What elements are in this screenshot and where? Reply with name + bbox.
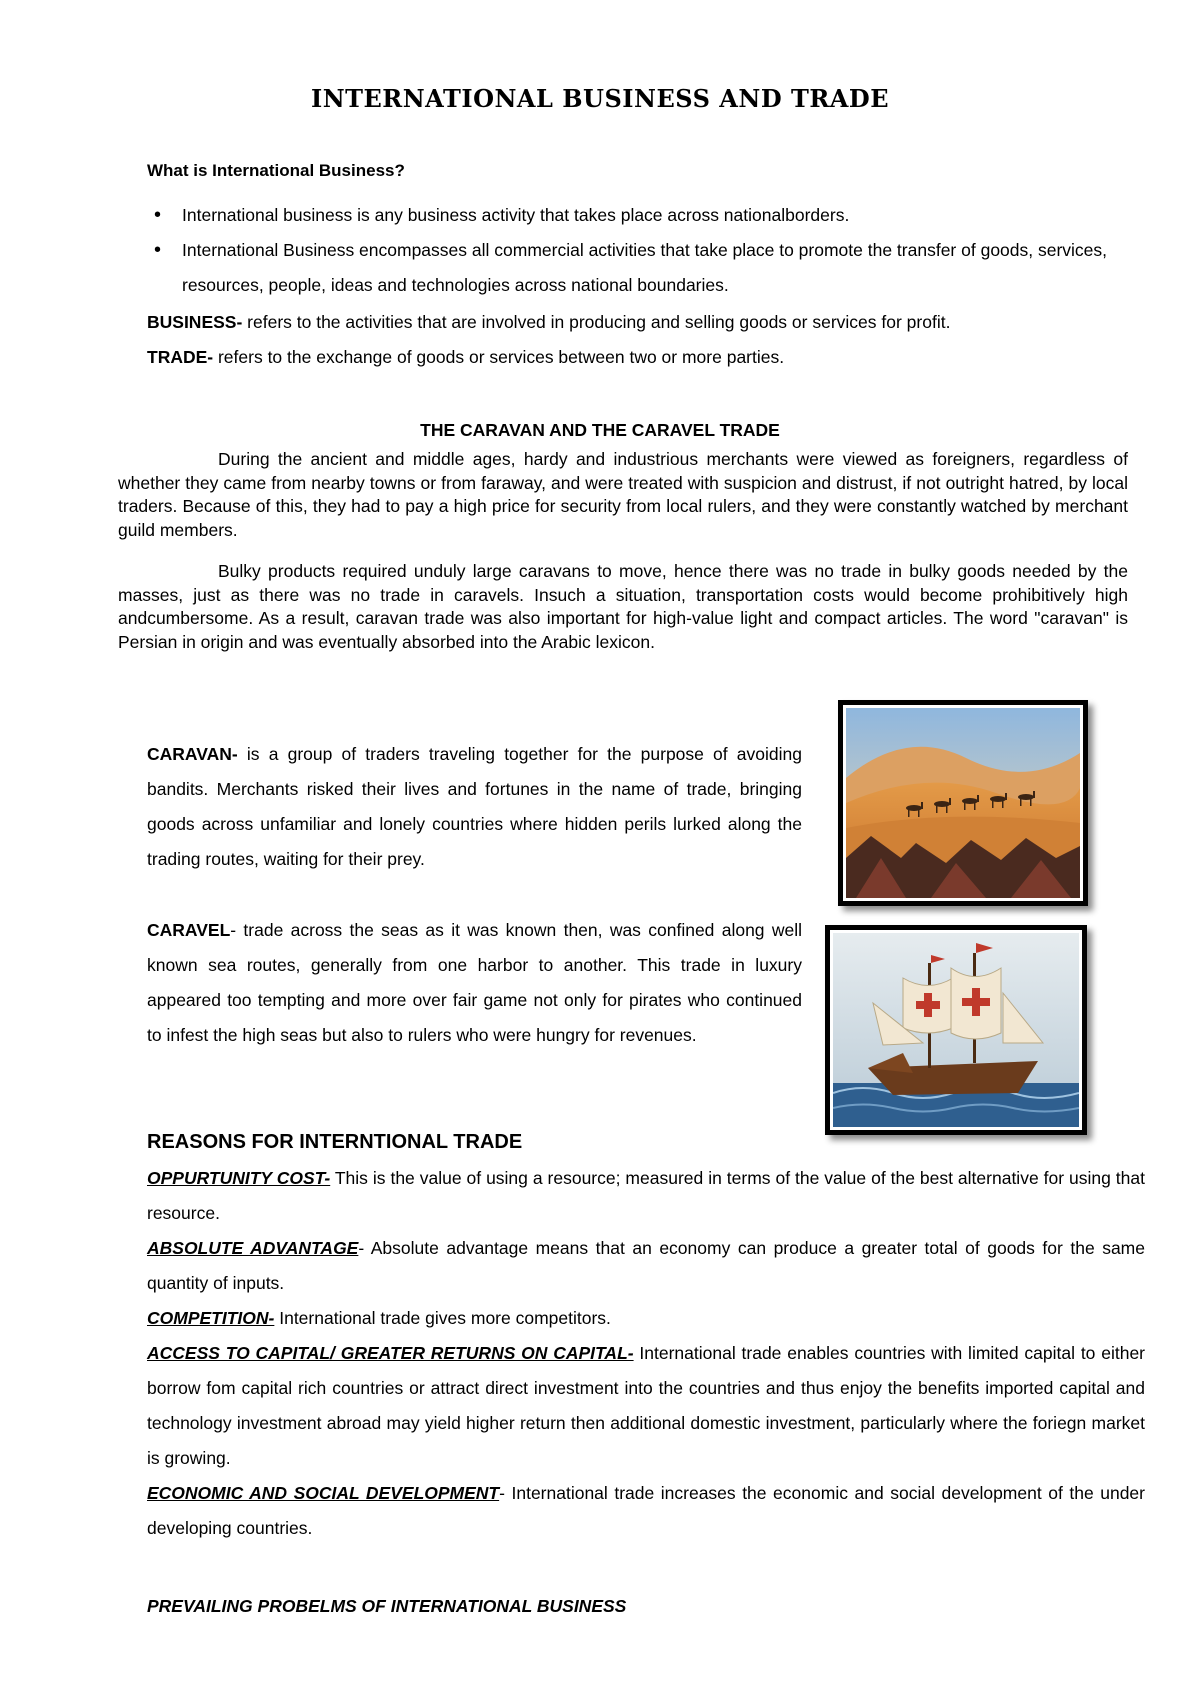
document-title: INTERNATIONAL BUSINESS AND TRADE [310, 84, 890, 113]
reason-text-absolute-advantage: - Absolute advantage means that an economy can produce a greater total of goods for the same quantity of inputs. [147, 1238, 1145, 1293]
caravan-section-title: THE CARAVAN AND THE CARAVEL TRADE [420, 420, 780, 440]
reasons-list [147, 1161, 1145, 1546]
bullet-item: • International Business encompasses all commercial activities that take place to promote the transfer of goods, services, resources, people, ideas and technologies across national boundaries. [147, 233, 1147, 303]
business-definition [147, 305, 1147, 340]
caravan-text: is a group of traders traveling together for the purpose of avoiding bandits. Merchants risked their lives and fortunes in the name of trade, bringing goods across unfamiliar and lonely countries where hidden perils lurked along the trading routes, waiting for their prey. [147, 744, 802, 869]
caravel-ship-graphic [833, 933, 1079, 1127]
paragraph-history: During the ancient and middle ages, hardy and industrious merchants were viewed as foreigners, regardless of whether they came from nearby towns or from faraway, and were treated with suspicion and distrust, if not outright hatred, by local traders. Because of this, they had to pay a high price for security from local rulers, and they were constantly watched by merchant guild members. [118, 449, 1128, 540]
definition-bullets [147, 198, 1147, 303]
reason-term-opportunity-cost: OPPURTUNITY COST- [147, 1168, 331, 1188]
reason-term-absolute-advantage: ABSOLUTE ADVANTAGE [147, 1238, 359, 1258]
paragraph-bulky-products: Bulky products required unduly large caravans to move, hence there was no trade in bulky goods needed by the masses, just as there was no trade in caravels. Insuch a situation, transportation costs would become prohibitively high andcumbersome. As a result, caravan trade was also important for high-value light and compact articles. The word "caravan" is Persian in origin and was eventually absorbed into the Arabic lexicon. [118, 561, 1128, 652]
reason-term-economic-social: ECONOMIC AND SOCIAL DEVELOPMENT [147, 1483, 500, 1503]
business-term: BUSINESS- [147, 312, 243, 332]
reason-text-economic-social: - International trade increases the economic and social development of the under developing countries. [147, 1483, 1145, 1538]
reason-text-access-to-capital: International trade enables countries with limited capital to either borrow fom capital rich countries or attract direct investment into the countries and thus enjoy the benefits imported capital and technology investment abroad may yield higher return then additional domestic investment, particularly where the foriegn market is growing. [147, 1343, 1145, 1468]
caravel-ship-illustration [825, 925, 1087, 1135]
caravel-term: CARAVEL [147, 920, 231, 940]
caravel-definition [147, 913, 802, 1053]
desert-caravan-graphic [846, 708, 1080, 898]
reason-term-competition: COMPETITION- [147, 1308, 275, 1328]
business-text: refers to the activities that are involved in producing and selling goods or services for profit. [242, 312, 951, 332]
section-heading-what-is-ib: What is International Business? [147, 161, 405, 180]
reason-text-competition: International trade gives more competitors. [274, 1308, 611, 1328]
desert-caravan-photo [838, 700, 1088, 906]
prevailing-problems-heading: PREVAILING PROBELMS OF INTERNATIONAL BUSINESS [147, 1596, 627, 1616]
reason-term-access-to-capital: ACCESS TO CAPITAL/ GREATER RETURNS ON CAPITAL- [147, 1343, 634, 1363]
trade-term: TRADE- [147, 347, 214, 367]
trade-text: refers to the exchange of goods or services between two or more parties. [213, 347, 785, 367]
reasons-heading: REASONS FOR INTERNTIONAL TRADE [147, 1131, 523, 1153]
trade-definition [147, 340, 1147, 375]
caravel-text: - trade across the seas as it was known then, was confined along well known sea routes, generally from one harbor to another. This trade in luxury appeared too tempting and more over fair game not only for pirates who continued to infest the high seas but also to rulers who were hungry for revenues. [147, 920, 802, 1045]
reason-text-opportunity-cost: This is the value of using a resource; measured in terms of the value of the best alternative for using that resource. [147, 1168, 1145, 1223]
caravan-definition [147, 737, 802, 877]
caravan-term: CARAVAN- [147, 744, 238, 764]
bullet-item: • International business is any business activity that takes place across nationalborders. [147, 198, 1147, 233]
